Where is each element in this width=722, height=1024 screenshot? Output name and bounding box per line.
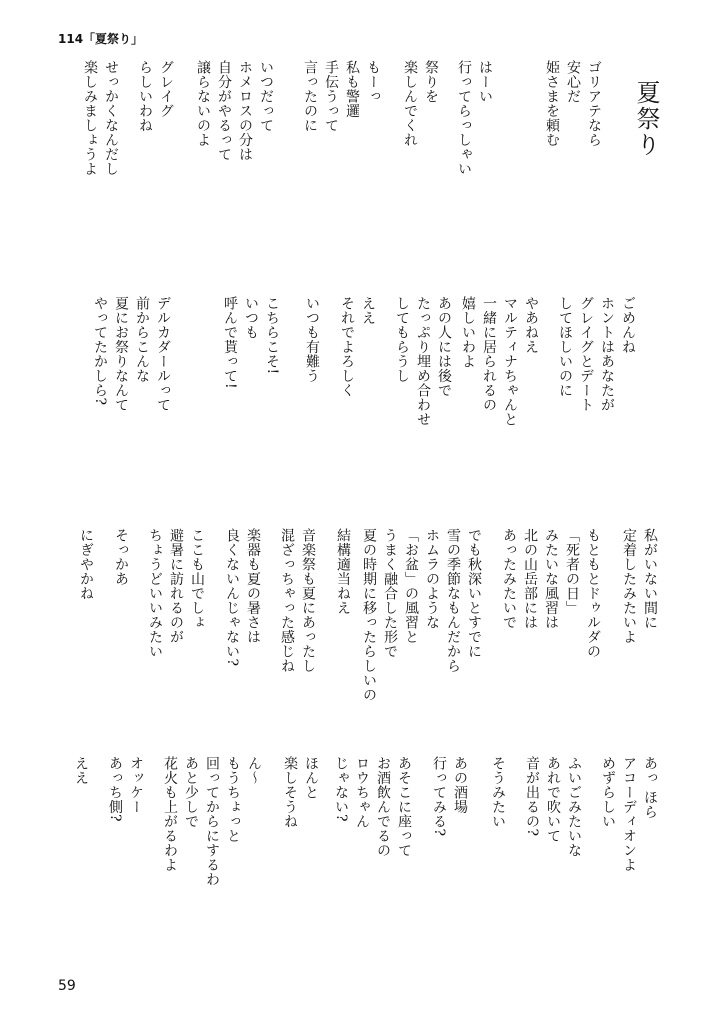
dialogue-line: 安心だ (565, 60, 581, 104)
dialogue-line: いつも (243, 296, 259, 340)
dialogue-line: 楽しみましょうよ (82, 60, 98, 176)
dialogue-line: こちらこそ! (264, 296, 280, 375)
dialogue-line: 結構適当ねえ (335, 528, 351, 615)
dialogue-line: オッケー (128, 756, 144, 814)
dialogue-line: ごめんね (620, 296, 636, 354)
chapter-header: 114「夏祭り」 (58, 32, 144, 46)
dialogue-line: あの人には後で (436, 296, 452, 398)
dialogue-line: たっぷり埋め合わせ (415, 296, 431, 427)
dialogue-line: 混ざっちゃった感じね (279, 528, 295, 673)
dialogue-line: ホントはあなたが (599, 296, 615, 412)
chapter-title: 夏祭り (632, 80, 660, 158)
dialogue-line: そっかあ (113, 528, 129, 586)
dialogue-line: デルカダールって (155, 296, 171, 412)
dialogue-line: みたいな風習は (543, 528, 559, 630)
dialogue-line: 音楽祭も夏にあったし (300, 528, 316, 673)
dialogue-line: ちょうどいいみたい (147, 528, 163, 659)
dialogue-line: してほしいのに (557, 296, 573, 398)
dialogue-line: そうみたい (490, 756, 506, 829)
dialogue-line: せっかくなんだし (103, 60, 119, 176)
dialogue-line: もーっ (365, 60, 381, 104)
dialogue-line: じゃない? (333, 756, 349, 823)
dialogue-line: あっ ほら (642, 756, 658, 819)
dialogue-line: 「死者の日」 (564, 528, 580, 615)
dialogue-line: あったみたいで (501, 528, 517, 630)
dialogue-line: いつも有難う (304, 296, 320, 383)
dialogue-line: 自分がやるって (216, 60, 232, 162)
dialogue-line: らしいわね (137, 60, 153, 133)
dialogue-line: ええ (73, 756, 89, 785)
dialogue-line: 手伝うって (323, 60, 339, 133)
dialogue-line: あそこに座って (396, 756, 412, 858)
dialogue-line: 避暑に訪れるのが (168, 528, 184, 644)
dialogue-line: 言ったのに (302, 60, 318, 133)
dialogue-line: マルティナちゃんと (502, 296, 518, 427)
dialogue-line: 夏の時期に移ったらしいの (361, 528, 377, 702)
dialogue-line: 私がいない間に (642, 528, 658, 630)
dialogue-line: やってたかしら? (92, 296, 108, 406)
dialogue-line: グレイグとデート (578, 296, 594, 412)
dialogue-line: 呼んで貰って! (222, 296, 238, 390)
dialogue-line: ホムラのような (424, 528, 440, 630)
dialogue-line: でも秋深いとすでに (466, 528, 482, 659)
dialogue-line: ふいごみたいな (566, 756, 582, 858)
dialogue-line: あの酒場 (452, 756, 468, 814)
dialogue-line: それでよろしく (339, 296, 355, 398)
page-number: 59 (58, 978, 76, 994)
dialogue-line: もともとドゥルダの (585, 528, 601, 659)
dialogue-line: ええ (360, 296, 376, 325)
dialogue-line: お酒飲んでるの (375, 756, 391, 858)
dialogue-line: ほんと (303, 756, 319, 800)
dialogue-line: 音が出るの? (524, 756, 540, 837)
dialogue-line: めずらしい (600, 756, 616, 829)
dialogue-line: 私も警邏 (344, 60, 360, 118)
dialogue-line: ホメロスの分は (237, 60, 253, 162)
dialogue-line: 嬉しいわよ (460, 296, 476, 369)
dialogue-line: ここも山でしょ (189, 528, 205, 630)
dialogue-line: 良くないんじゃない? (224, 528, 240, 667)
dialogue-line: してもらうし (394, 296, 410, 383)
dialogue-line: グレイグ (158, 60, 174, 118)
dialogue-line: 前からこんな (134, 296, 150, 383)
dialogue-line: 楽器も夏の暑さは (245, 528, 261, 644)
dialogue-line: はーい (477, 60, 493, 104)
dialogue-line: やあねえ (523, 296, 539, 354)
dialogue-line: あれで吹いて (545, 756, 561, 843)
dialogue-line: あと少しで (183, 756, 199, 829)
dialogue-line: 北の山岳部には (522, 528, 538, 630)
dialogue-line: 祭りを (423, 60, 439, 104)
dialogue-line: 姫さまを頼む (544, 60, 560, 147)
dialogue-line: もうちょっと (225, 756, 241, 843)
dialogue-line: 行ってらっしゃい (456, 60, 472, 176)
dialogue-line: 定着したみたいよ (621, 528, 637, 644)
dialogue-line: 雪の季節なもんだから (445, 528, 461, 673)
dialogue-line: 回ってからにするわ (204, 756, 220, 887)
dialogue-line: 一緒に居られるの (481, 296, 497, 412)
dialogue-line: あっち側? (107, 756, 123, 823)
dialogue-line: にぎやかね (78, 528, 94, 601)
dialogue-line: 楽しんでくれ (402, 60, 418, 147)
dialogue-line: 花火も上がるわよ (162, 756, 178, 872)
dialogue-line: 「お盆」の風習と (403, 528, 419, 644)
dialogue-line: うまく融合した形で (382, 528, 398, 659)
dialogue-line: 夏にお祭りなんて (113, 296, 129, 412)
dialogue-line: アコーディオンよ (621, 756, 637, 872)
dialogue-line: ん〜 (246, 756, 262, 785)
dialogue-line: 譲らないのよ (195, 60, 211, 147)
dialogue-line: ゴリアテなら (586, 60, 602, 147)
dialogue-line: いつだって (258, 60, 274, 133)
dialogue-line: 楽しそうね (282, 756, 298, 829)
dialogue-line: 行ってみる? (431, 756, 447, 837)
dialogue-line: ロウちゃん (354, 756, 370, 829)
